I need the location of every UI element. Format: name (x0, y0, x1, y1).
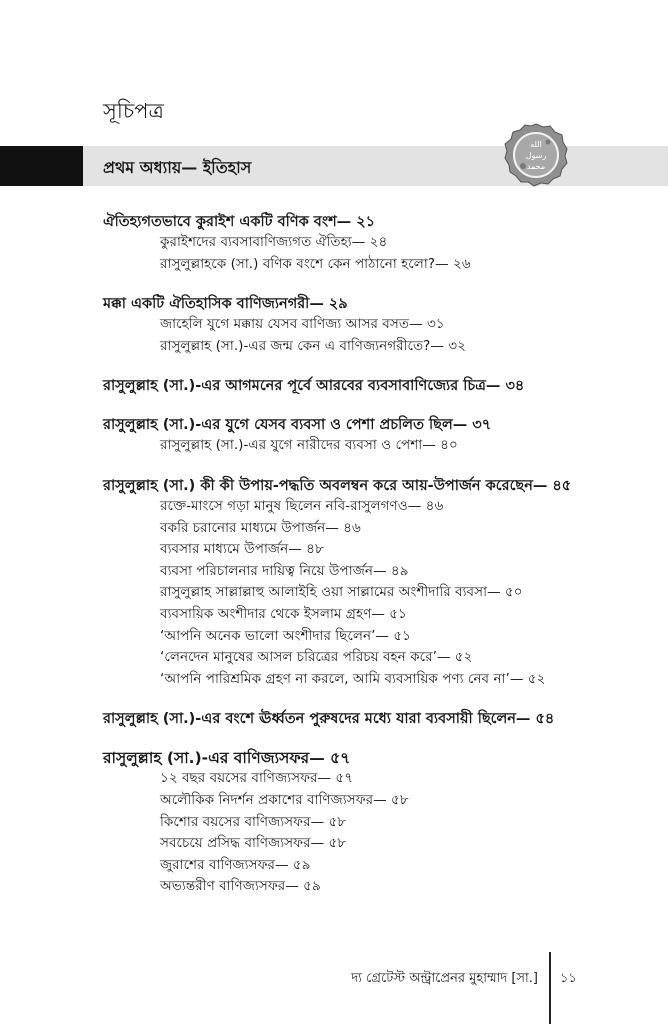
toc-entry[interactable]: ব্যবসা পরিচালনার দায়িত্ব নিয়ে উপার্জন— ৪৯ (160, 562, 409, 579)
svg-text:محمد: محمد (526, 162, 546, 171)
toc-section (103, 748, 663, 898)
toc-entry[interactable]: বকরি চরানোর মাধ্যমে উপার্জন— ৪৬ (160, 519, 361, 536)
chapter-title: প্রথম অধ্যায়— ইতিহাস (103, 158, 252, 177)
toc-heading[interactable]: রাসুলুল্লাহ (সা.) কী কী উপায়-পদ্ধতি অবলম্বন করে আয়-উপার্জন করেছেন— ৪৫ (103, 477, 572, 494)
toc-section (103, 376, 663, 396)
toc-entry[interactable]: রাসুলুল্লাহ সাল্লাল্লাহু আলাইহি ওয়া সাল্লামের অংশীদারি ব্যবসা— ৫০ (160, 584, 523, 601)
toc-entry[interactable]: অভ্যন্তরীণ বাণিজ্যসফর— ৫৯ (160, 878, 321, 895)
svg-text:الله: الله (530, 140, 542, 149)
toc-heading[interactable]: রাসুলুল্লাহ (সা.)-এর বংশে ঊর্ধ্বতন পুরুষদের মধ্যে যারা ব্যবসায়ী ছিলেন— ৫৪ (103, 711, 555, 728)
toc-heading[interactable]: রাসুলুল্লাহ (সা.)-এর আগমনের পূর্বে আরবের ব্যবসাবাণিজ্যের চিত্র— ৩৪ (103, 378, 525, 395)
toc-entry[interactable]: রাসুলুল্লাহ (সা.)-এর যুগে নারীদের ব্যবসা ও পেশা— ৪০ (160, 437, 458, 454)
toc-heading[interactable]: ঐতিহ্যগতভাবে কুরাইশ একটি বণিক বংশ— ২১ (103, 214, 376, 230)
toc-section (103, 476, 663, 690)
toc-entry[interactable]: ১২ বছর বয়সের বাণিজ্যসফর— ৫৭ (160, 770, 354, 787)
toc-entry[interactable]: ‘আপনি পারিশ্রমিক গ্রহণ না করলে, আমি ব্যবসায়িক পণ্য নেব না’— ৫২ (160, 670, 546, 687)
toc-section (103, 212, 663, 275)
footer-book-title: দ্য গ্রেটেস্ট অন্ট্রাপ্রেনর মুহাম্মাদ [সা.] (351, 971, 538, 986)
prophet-seal-emblem (503, 122, 569, 188)
toc-entry[interactable]: সবচেয়ে প্রসিদ্ধ বাণিজ্যসফর— ৫৮ (160, 835, 347, 852)
toc-entry[interactable]: ব্যবসার মাধ্যমে উপার্জন— ৪৮ (160, 541, 324, 558)
toc-section (103, 294, 663, 357)
page-number: ১১ (560, 971, 577, 986)
toc-entry[interactable]: ব্যবসায়িক অংশীদার থেকে ইসলাম গ্রহণ— ৫১ (160, 605, 407, 622)
toc-entry[interactable]: ‘লেনদেন মানুষের আসল চরিত্রের পরিচয় বহন করে’— ৫২ (160, 649, 473, 666)
toc-heading[interactable]: মক্কা একটি ঐতিহাসিক বাণিজ্যনগরী— ২৯ (103, 296, 348, 313)
toc-section (103, 709, 663, 729)
toc-entry[interactable]: কিশোর বয়সের বাণিজ্যসফর— ৫৮ (160, 813, 347, 830)
footer-divider (549, 952, 551, 1024)
toc-entry[interactable]: ‘আপনি অনেক ভালো অংশীদার ছিলেন’— ৫১ (160, 627, 411, 644)
chapter-bar-accent (0, 146, 83, 186)
toc-entry[interactable]: কুরাইশদের ব্যবসাবাণিজ্যগত ঐতিহ্য— ২৪ (160, 234, 388, 250)
toc-entry[interactable]: রক্তে-মাংসে গড়া মানুষ ছিলেন নবি-রাসুলগণও— ৪৬ (160, 497, 444, 514)
toc-entry[interactable]: জুরাশের বাণিজ্যসফর— ৫৯ (160, 856, 311, 873)
toc-entry[interactable]: অলৌকিক নিদর্শন প্রকাশের বাণিজ্যসফর— ৫৮ (160, 791, 409, 808)
toc-section (103, 415, 663, 457)
toc-entry[interactable]: রাসুলুল্লাহ (সা.)-এর জন্ম কেন এ বাণিজ্যনগরীতে?— ৩২ (160, 337, 466, 354)
svg-text:رسول: رسول (525, 151, 547, 160)
toc-entry[interactable]: জাহেলি যুগে মক্কায় যেসব বাণিজ্য আসর বসত— ৩১ (160, 316, 445, 333)
page-title: সূচিপত্র (103, 99, 164, 123)
toc-entry[interactable]: রাসুলুল্লাহকে (সা.) বণিক বংশে কেন পাঠানো হলো?— ২৬ (160, 255, 471, 272)
toc-heading[interactable]: রাসুলুল্লাহ (সা.)-এর বাণিজ্যসফর— ৫৭ (103, 749, 351, 768)
toc-heading[interactable]: রাসুলুল্লাহ (সা.)-এর যুগে যেসব ব্যবসা ও পেশা প্রচলিত ছিল— ৩৭ (103, 417, 492, 434)
table-of-contents (103, 212, 663, 917)
